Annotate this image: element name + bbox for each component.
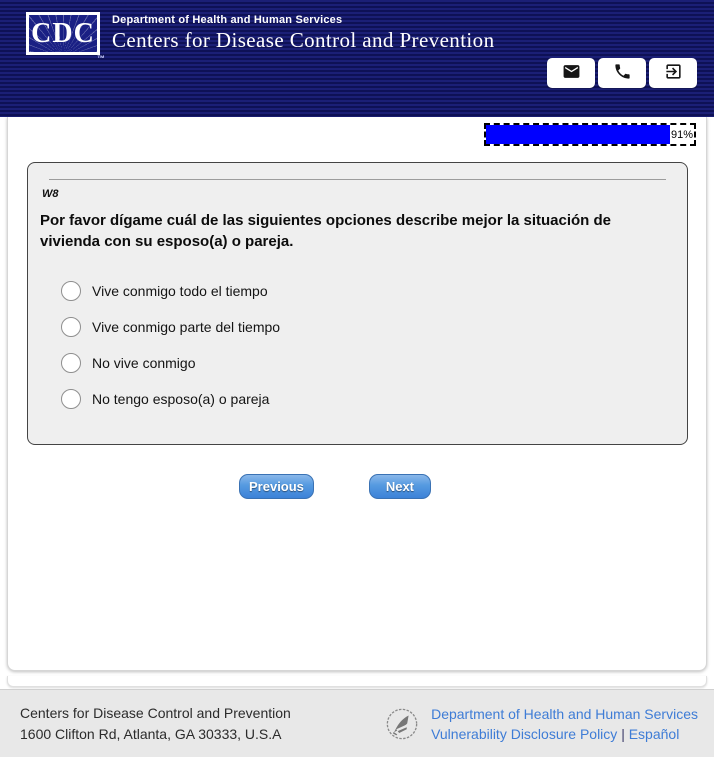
email-icon [562, 62, 581, 84]
hhs-logo [385, 707, 419, 741]
header [0, 0, 714, 117]
footer-address-block [20, 703, 291, 745]
hhs-link[interactable]: Department of Health and Human Services [431, 705, 698, 722]
cdc-logo-text: CDC [31, 17, 95, 49]
footer-address: 1600 Clifton Rd, Atlanta, GA 30333, U.S.A [20, 725, 282, 742]
logout-icon [664, 62, 683, 84]
radio-button-4[interactable] [61, 389, 81, 409]
question-text: Por favor dígame cuál de las siguientes opciones describe mejor la situación de vivienda con su esposo(a) o pareja. [40, 212, 612, 250]
phone-button[interactable] [598, 58, 646, 88]
radio-option-3-label: No vive conmigo [92, 355, 196, 371]
next-button[interactable]: Next [369, 474, 431, 499]
footer [0, 689, 714, 757]
phone-icon [613, 62, 632, 84]
radio-option-1-label: Vive conmigo todo el tiempo [92, 283, 268, 299]
footer-links-block [385, 704, 698, 744]
cdc-logo[interactable] [26, 12, 106, 63]
previous-button[interactable]: Previous [239, 474, 314, 499]
logout-button[interactable] [649, 58, 697, 88]
question-box [27, 162, 688, 445]
radio-button-3[interactable] [61, 353, 81, 373]
question-divider [49, 179, 666, 180]
survey-card [7, 117, 707, 671]
radio-option-1[interactable] [61, 281, 675, 301]
progress-fill [486, 125, 670, 144]
nav-buttons [8, 474, 706, 499]
header-branding [0, 0, 714, 63]
header-toolbar [547, 58, 697, 88]
espanol-link[interactable]: Español [628, 725, 680, 742]
progress-percent-label: 91% [670, 128, 693, 141]
progress-row [8, 117, 706, 146]
header-titles [112, 12, 494, 53]
radio-button-1[interactable] [61, 281, 81, 301]
radio-option-2[interactable] [61, 317, 675, 337]
radio-option-4-label: No tengo esposo(a) o pareja [92, 391, 270, 407]
email-button[interactable] [547, 58, 595, 88]
radio-option-2-label: Vive conmigo parte del tiempo [92, 319, 281, 335]
radio-options [61, 281, 675, 409]
vulnerability-policy-link[interactable]: Vulnerability Disclosure Policy [431, 725, 618, 742]
organization-line: Centers for Disease Control and Prevention [112, 28, 495, 52]
footer-links [431, 704, 698, 744]
question-id: W8 [42, 188, 59, 200]
radio-option-3[interactable] [61, 353, 675, 373]
radio-button-2[interactable] [61, 317, 81, 337]
radio-option-4[interactable] [61, 389, 675, 409]
footer-organization: Centers for Disease Control and Prevention [20, 704, 291, 721]
bottom-strip [7, 676, 707, 687]
trademark-symbol: ™ [97, 54, 106, 63]
progress-bar [484, 123, 696, 146]
link-separator: | [621, 725, 625, 742]
department-line: Department of Health and Human Services [112, 14, 343, 26]
